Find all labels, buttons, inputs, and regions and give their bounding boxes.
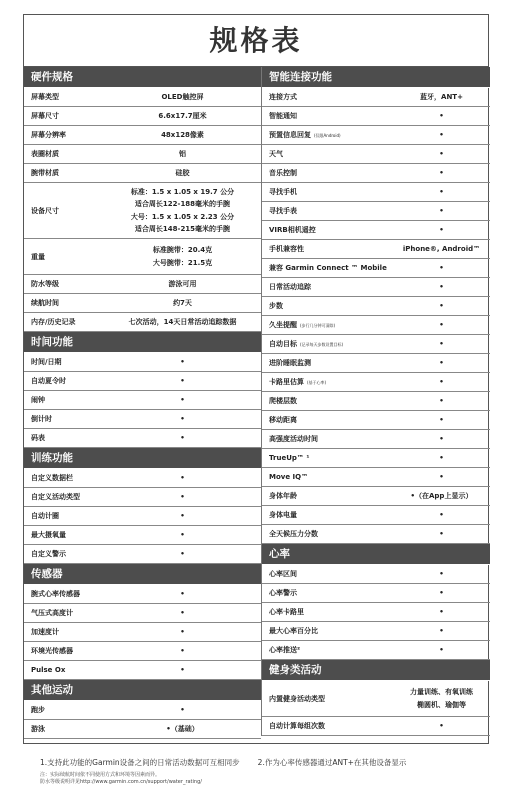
spec-label-text: 寻找手表 bbox=[269, 207, 297, 215]
spec-row bbox=[24, 701, 261, 720]
spec-label bbox=[262, 529, 393, 539]
spec-label bbox=[262, 607, 393, 617]
spec-label bbox=[262, 396, 393, 406]
spec-label bbox=[262, 149, 393, 159]
spec-label bbox=[262, 473, 393, 481]
spec-value: 6.6x17.7厘米 bbox=[158, 111, 207, 120]
spec-label-text: 手机兼容性 bbox=[269, 245, 304, 253]
section-header: 时间功能 bbox=[24, 332, 261, 353]
spec-label bbox=[262, 282, 393, 292]
spec-label bbox=[24, 608, 104, 618]
spec-label-note: (基于心率) bbox=[307, 380, 327, 385]
spec-label bbox=[24, 130, 104, 140]
spec-value: 铝 bbox=[179, 149, 186, 158]
spec-row bbox=[24, 239, 261, 275]
footnote-battery: 注：实际续航时间依不同使用方式和环境等因素而异。 bbox=[40, 772, 161, 778]
spec-label bbox=[24, 111, 104, 121]
spec-row bbox=[24, 88, 261, 107]
spec-label-text: 腕式心率传感器 bbox=[31, 590, 80, 598]
spec-label bbox=[262, 569, 393, 579]
spec-row bbox=[24, 585, 261, 604]
spec-row bbox=[24, 164, 261, 183]
spec-label-text: 进阶睡眠监测 bbox=[269, 359, 311, 367]
footnote-2: 2.作为心率传感器通过ANT+在其他设备显示 bbox=[257, 758, 407, 767]
spec-row bbox=[262, 717, 490, 736]
spec-label-text: 续航时间 bbox=[31, 299, 59, 307]
spec-value: 48x128像素 bbox=[161, 130, 204, 139]
spec-value: • bbox=[439, 149, 444, 158]
spec-label bbox=[262, 263, 393, 273]
spec-label-text: 久坐提醒 bbox=[269, 321, 297, 329]
left-column bbox=[24, 67, 261, 739]
spec-value: • bbox=[439, 225, 444, 234]
spec-row bbox=[262, 164, 490, 183]
spec-row bbox=[262, 354, 490, 373]
spec-row bbox=[24, 183, 261, 239]
spec-row bbox=[24, 107, 261, 126]
spec-label bbox=[24, 627, 104, 637]
spec-label bbox=[24, 705, 104, 715]
spec-value: • bbox=[180, 705, 185, 714]
spec-label bbox=[262, 645, 393, 655]
spec-value: • bbox=[439, 529, 444, 538]
spec-row bbox=[24, 545, 261, 564]
spec-row bbox=[262, 603, 490, 622]
spec-label bbox=[24, 279, 104, 289]
spec-label bbox=[24, 92, 104, 102]
spec-value: • bbox=[180, 608, 185, 617]
spec-label-text: 兼容 Garmin Connect ™ Mobile bbox=[269, 264, 387, 272]
spec-label-text: 高强度活动时间 bbox=[269, 435, 318, 443]
spec-row bbox=[24, 275, 261, 294]
spec-label-text: 步数 bbox=[269, 302, 283, 310]
spec-label bbox=[262, 225, 393, 235]
spec-label-text: 内存/历史记录 bbox=[31, 318, 76, 326]
spec-label bbox=[262, 320, 393, 330]
spec-label bbox=[24, 492, 104, 502]
page-title: 规格表 bbox=[24, 15, 488, 67]
spec-label bbox=[24, 395, 104, 405]
spec-row bbox=[262, 107, 490, 126]
spec-label-text: 气压式高度计 bbox=[31, 609, 73, 617]
spec-row bbox=[262, 373, 490, 392]
spec-label-text: 自动夏令时 bbox=[31, 377, 66, 385]
spec-value: • bbox=[180, 530, 185, 539]
spec-label-text: 设备尺寸 bbox=[31, 206, 59, 215]
spec-value: 硅胶 bbox=[175, 168, 190, 177]
spec-label bbox=[24, 206, 104, 216]
spec-value: •（在App上显示） bbox=[410, 491, 473, 500]
spec-label bbox=[262, 626, 393, 636]
spec-label-text: 时间/日期 bbox=[31, 358, 62, 366]
spec-row bbox=[24, 294, 261, 313]
spec-label bbox=[24, 724, 104, 734]
spec-value: • bbox=[439, 626, 444, 635]
spec-row bbox=[262, 259, 490, 278]
spec-value: • bbox=[180, 376, 185, 385]
spec-value: • bbox=[439, 434, 444, 443]
spec-value: • bbox=[439, 377, 444, 386]
spec-label bbox=[262, 339, 393, 349]
spec-row bbox=[24, 372, 261, 391]
spec-label-text: 音乐控制 bbox=[269, 169, 297, 177]
spec-value: • bbox=[439, 282, 444, 291]
spec-value: •（基础） bbox=[166, 724, 199, 733]
spec-sheet bbox=[23, 14, 489, 744]
spec-label-text: 心率推送² bbox=[269, 646, 301, 654]
spec-row bbox=[24, 126, 261, 145]
spec-label-text: 加速度计 bbox=[31, 628, 59, 636]
spec-label-text: 最大摄氧量 bbox=[31, 531, 66, 539]
spec-value: • bbox=[439, 415, 444, 424]
spec-value: 力量训练、有氧训练 椭圆机、瑜伽等 bbox=[410, 688, 473, 709]
spec-label-text: 心率警示 bbox=[269, 589, 297, 597]
spec-value: • bbox=[439, 396, 444, 405]
spec-value: • bbox=[439, 187, 444, 196]
spec-value: 标准：1.5 x 1.05 x 19.7 公分 适合周长122-188毫米的手腕 大号：1.5 x 1.05 x 2.23 公分 适合周长148-215毫米的手腕 bbox=[130, 187, 235, 233]
spec-value: • bbox=[180, 357, 185, 366]
spec-row bbox=[262, 240, 490, 259]
spec-row bbox=[24, 623, 261, 642]
spec-label bbox=[262, 721, 393, 731]
spec-row bbox=[262, 506, 490, 525]
spec-value: • bbox=[180, 549, 185, 558]
section-header: 训练功能 bbox=[24, 448, 261, 469]
spec-label-note: (步行几分钟可清除) bbox=[300, 323, 336, 328]
spec-value: • bbox=[439, 607, 444, 616]
spec-value: • bbox=[439, 358, 444, 367]
spec-label-text: 爬楼层数 bbox=[269, 397, 297, 405]
spec-value: • bbox=[180, 646, 185, 655]
spec-label bbox=[262, 206, 393, 216]
spec-value: • bbox=[439, 645, 444, 654]
spec-label-text: 身体年龄 bbox=[269, 492, 297, 500]
spec-row bbox=[24, 391, 261, 410]
spec-row bbox=[262, 565, 490, 584]
spec-label-text: 重量 bbox=[31, 252, 45, 261]
spec-label bbox=[24, 511, 104, 521]
spec-label-text: 身体电量 bbox=[269, 511, 297, 519]
spec-row bbox=[262, 468, 490, 487]
footer bbox=[40, 757, 500, 786]
spec-label-text: 腕带材质 bbox=[31, 169, 59, 177]
spec-label-text: 自动目标 bbox=[269, 340, 297, 348]
spec-label-text: Move IQ™ bbox=[269, 473, 309, 481]
spec-label-text: 内置健身活动类型 bbox=[269, 694, 325, 703]
spec-value: • bbox=[439, 320, 444, 329]
section-header: 其他运动 bbox=[24, 680, 261, 701]
spec-row bbox=[262, 487, 490, 506]
spec-label bbox=[24, 252, 104, 262]
spec-label-text: TrueUp™ ¹ bbox=[269, 454, 310, 462]
spec-value: 七次活动，14天日常活动追踪数据 bbox=[128, 317, 237, 326]
spec-value: • bbox=[439, 588, 444, 597]
spec-value: • bbox=[439, 339, 444, 348]
spec-value: • bbox=[439, 111, 444, 120]
spec-row bbox=[262, 278, 490, 297]
spec-value: • bbox=[180, 414, 185, 423]
spec-label bbox=[24, 168, 104, 178]
spec-label-text: 最大心率百分比 bbox=[269, 627, 318, 635]
spec-label-text: 心率区间 bbox=[269, 570, 297, 578]
spec-row bbox=[262, 202, 490, 221]
spec-label-text: 屏幕尺寸 bbox=[31, 112, 59, 120]
spec-label-text: VIRB相机遥控 bbox=[269, 226, 316, 234]
spec-label-text: 屏幕分辨率 bbox=[31, 131, 66, 139]
spec-row bbox=[262, 183, 490, 202]
spec-label-text: Pulse Ox bbox=[31, 666, 66, 674]
section-header: 硬件规格 bbox=[24, 67, 261, 88]
spec-value: • bbox=[180, 395, 185, 404]
spec-label-text: 码表 bbox=[31, 434, 45, 442]
spec-label bbox=[24, 666, 104, 674]
section-header: 心率 bbox=[262, 544, 490, 565]
spec-label bbox=[262, 588, 393, 598]
spec-label bbox=[24, 317, 104, 327]
spec-value: • bbox=[439, 301, 444, 310]
spec-label-text: 倒计时 bbox=[31, 415, 52, 423]
spec-value: • bbox=[439, 206, 444, 215]
spec-label-text: 环境光传感器 bbox=[31, 647, 73, 655]
spec-label-note: (记录每天步数设置目标) bbox=[300, 342, 344, 347]
spec-label-text: 闹钟 bbox=[31, 396, 45, 404]
section-header: 智能连接功能 bbox=[262, 67, 490, 88]
spec-row bbox=[262, 430, 490, 449]
spec-value: • bbox=[180, 665, 185, 674]
spec-label bbox=[24, 298, 104, 308]
spec-value: • bbox=[180, 433, 185, 442]
spec-row bbox=[262, 681, 490, 717]
spec-row bbox=[262, 297, 490, 316]
spec-label-text: 游泳 bbox=[31, 725, 45, 733]
spec-label-text: 智能通知 bbox=[269, 112, 297, 120]
spec-row bbox=[24, 661, 261, 680]
spec-value: • bbox=[439, 721, 444, 730]
spec-label bbox=[262, 694, 393, 704]
spec-label-text: 跑步 bbox=[31, 706, 45, 714]
spec-label-text: 防水等级 bbox=[31, 280, 59, 288]
spec-row bbox=[262, 641, 490, 660]
spec-label-text: 卡路里估算 bbox=[269, 378, 304, 386]
spec-label bbox=[262, 510, 393, 520]
spec-label-text: 移动距离 bbox=[269, 416, 297, 424]
spec-row bbox=[24, 469, 261, 488]
spec-value: • bbox=[439, 263, 444, 272]
spec-label bbox=[24, 473, 104, 483]
spec-label-text: 自定义警示 bbox=[31, 550, 66, 558]
spec-value: • bbox=[439, 130, 444, 139]
spec-label bbox=[24, 433, 104, 443]
spec-label bbox=[24, 149, 104, 159]
spec-label-text: 预置信息回复 bbox=[269, 131, 311, 139]
spec-row bbox=[24, 720, 261, 739]
spec-label-text: 连接方式 bbox=[269, 93, 297, 101]
spec-label-text: 表圈材质 bbox=[31, 150, 59, 158]
spec-value: • bbox=[439, 453, 444, 462]
spec-row bbox=[262, 449, 490, 468]
spec-label-text: 心率卡路里 bbox=[269, 608, 304, 616]
spec-value: OLED触控屏 bbox=[161, 92, 204, 101]
spec-label bbox=[262, 454, 393, 462]
spec-label-text: 寻找手机 bbox=[269, 188, 297, 196]
spec-value: • bbox=[439, 569, 444, 578]
spec-row bbox=[262, 622, 490, 641]
spec-label-text: 天气 bbox=[269, 150, 283, 158]
spec-row bbox=[24, 507, 261, 526]
spec-row bbox=[24, 313, 261, 332]
spec-row bbox=[24, 488, 261, 507]
spec-value: • bbox=[439, 510, 444, 519]
spec-row bbox=[262, 88, 490, 107]
spec-value: • bbox=[180, 492, 185, 501]
spec-row bbox=[24, 526, 261, 545]
spec-label bbox=[262, 92, 393, 102]
spec-label bbox=[262, 244, 393, 254]
spec-value: 蓝牙，ANT+ bbox=[420, 92, 463, 101]
spec-label-text: 自动计算每组次数 bbox=[269, 722, 325, 730]
spec-label bbox=[262, 187, 393, 197]
spec-label bbox=[262, 491, 393, 501]
spec-value: iPhone®, Android™ bbox=[402, 244, 481, 253]
spec-label bbox=[24, 357, 104, 367]
spec-row bbox=[262, 525, 490, 544]
spec-row bbox=[24, 145, 261, 164]
spec-label-text: 自定义数据栏 bbox=[31, 474, 73, 482]
spec-row bbox=[262, 335, 490, 354]
spec-row bbox=[24, 604, 261, 623]
spec-value: • bbox=[180, 589, 185, 598]
spec-label bbox=[24, 589, 104, 599]
spec-value: 约7天 bbox=[173, 298, 192, 307]
spec-label bbox=[24, 376, 104, 386]
spec-label bbox=[262, 358, 393, 368]
spec-label bbox=[262, 111, 393, 121]
spec-row bbox=[262, 145, 490, 164]
spec-value: • bbox=[180, 627, 185, 636]
spec-value: 游泳可用 bbox=[168, 279, 197, 288]
section-header: 传感器 bbox=[24, 564, 261, 585]
spec-label bbox=[262, 301, 393, 311]
spec-value: 标准腕带：20.4克 大号腕带：21.5克 bbox=[152, 246, 213, 267]
spec-row bbox=[262, 392, 490, 411]
spec-value: • bbox=[439, 472, 444, 481]
spec-label bbox=[24, 414, 104, 424]
spec-row bbox=[24, 642, 261, 661]
spec-label-text: 自动计圈 bbox=[31, 512, 59, 520]
right-column bbox=[261, 67, 490, 736]
spec-label bbox=[262, 377, 393, 387]
spec-label bbox=[262, 168, 393, 178]
footnote-water-rating: 防水等级说明详见http://www.garmin.com.cn/support/water_rating/ bbox=[40, 779, 202, 785]
spec-row bbox=[24, 353, 261, 372]
spec-label-note: (仅限Android) bbox=[314, 133, 341, 138]
spec-label bbox=[24, 549, 104, 559]
spec-label-text: 自定义活动类型 bbox=[31, 493, 80, 501]
spec-label bbox=[24, 530, 104, 540]
spec-row bbox=[262, 316, 490, 335]
spec-label-text: 日常活动追踪 bbox=[269, 283, 311, 291]
spec-row bbox=[24, 429, 261, 448]
spec-row bbox=[262, 584, 490, 603]
section-header: 健身类活动 bbox=[262, 660, 490, 681]
spec-label bbox=[262, 434, 393, 444]
spec-label bbox=[24, 646, 104, 656]
spec-label-text: 全天候压力分数 bbox=[269, 530, 318, 538]
spec-value: • bbox=[180, 473, 185, 482]
spec-label bbox=[262, 415, 393, 425]
spec-row bbox=[262, 126, 490, 145]
spec-row bbox=[24, 410, 261, 429]
spec-row bbox=[262, 411, 490, 430]
footnote-1: 1.支持此功能的Garmin设备之间的日常活动数据可互相同步 bbox=[40, 758, 240, 767]
spec-value: • bbox=[439, 168, 444, 177]
spec-label-text: 屏幕类型 bbox=[31, 93, 59, 101]
spec-value: • bbox=[180, 511, 185, 520]
spec-row bbox=[262, 221, 490, 240]
spec-label bbox=[262, 130, 393, 140]
